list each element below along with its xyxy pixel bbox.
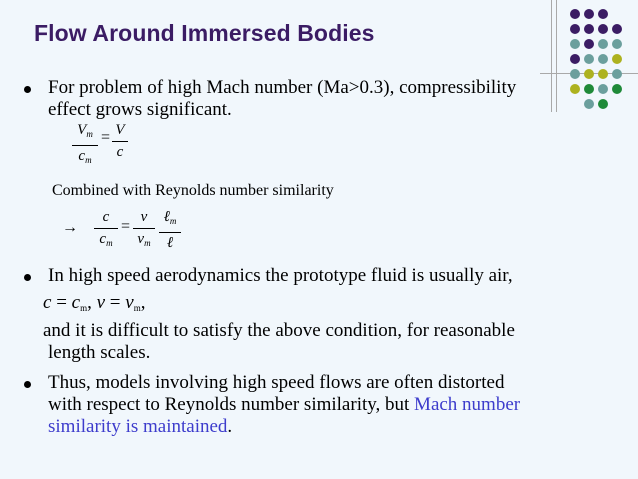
decor-dot bbox=[584, 99, 594, 109]
bullet-3-line-1: Thus, models involving high speed flows are often distorted bbox=[48, 372, 505, 393]
combined-reynolds-text: Combined with Reynolds number similarity bbox=[52, 182, 334, 199]
eq2-nu-bar bbox=[133, 228, 155, 229]
bullet-3-line-3 bbox=[48, 416, 232, 438]
decor-dot bbox=[570, 54, 580, 64]
slide-title: Flow Around Immersed Bodies bbox=[34, 20, 375, 46]
eq2-nu-denominator: $\nu_m$ bbox=[137, 231, 151, 248]
decor-dot bbox=[584, 9, 594, 19]
decor-dot bbox=[584, 24, 594, 34]
eq2-nu-numerator: ν bbox=[140, 209, 148, 225]
eq2-c-denominator: $c_m$ bbox=[99, 231, 113, 248]
decor-dot bbox=[570, 69, 580, 79]
eq2-l-bar bbox=[159, 232, 181, 233]
eq1-rhs-fraction bbox=[112, 122, 128, 161]
eq1-equals: = bbox=[101, 129, 111, 146]
decor-dot bbox=[598, 69, 608, 79]
bullet-3-line-2 bbox=[48, 394, 520, 416]
bullet-2-marker bbox=[24, 274, 31, 281]
eq1-lhs-fraction bbox=[72, 122, 98, 169]
decor-dot bbox=[570, 39, 580, 49]
decor-dot bbox=[570, 84, 580, 94]
decor-dot bbox=[598, 24, 608, 34]
decor-dot bbox=[570, 9, 580, 19]
decor-dot bbox=[612, 69, 622, 79]
decor-dot bbox=[570, 24, 580, 34]
arrow-icon: → bbox=[62, 219, 78, 236]
decor-dot bbox=[598, 9, 608, 19]
bullet-3-line-2-plain: with respect to Reynolds number similarity, but bbox=[48, 394, 415, 415]
bullet-1-line-2: effect grows significant. bbox=[48, 99, 232, 120]
decor-dot bbox=[598, 54, 608, 64]
condition-line: $c = c_m$, $\nu = \nu_m$, bbox=[43, 292, 146, 313]
bullet-3-line-3-end: . bbox=[227, 416, 233, 437]
decor-dot bbox=[584, 54, 594, 64]
bullet-1-marker bbox=[24, 86, 31, 93]
eq2-l-denominator: ℓ bbox=[166, 235, 174, 251]
eq2-c-fraction bbox=[94, 209, 118, 252]
bullet-2-text: In high speed aerodynamics the prototype fluid is usually air, bbox=[48, 265, 513, 286]
decor-dot bbox=[612, 24, 622, 34]
decor-dot bbox=[598, 39, 608, 49]
decor-dot bbox=[612, 54, 622, 64]
eq2-c-bar bbox=[94, 228, 118, 229]
eq1-lhs-bar bbox=[72, 145, 98, 146]
bullet-1-line-1: For problem of high Mach number (Ma>0.3), compressibility bbox=[48, 77, 517, 98]
decor-dot bbox=[598, 99, 608, 109]
decor-dot bbox=[584, 39, 594, 49]
eq2-nu-fraction bbox=[133, 209, 155, 252]
decor-dot bbox=[612, 39, 622, 49]
eq1-lhs-denominator: $c_m$ bbox=[78, 148, 92, 165]
condition-line-2: and it is difficult to satisfy the above condition, for reasonable bbox=[43, 320, 515, 341]
condition-line-3: length scales. bbox=[48, 342, 151, 363]
bullet-3-highlight-1: Mach number bbox=[414, 394, 521, 415]
decor-vline-1 bbox=[551, 0, 552, 112]
bullet-3-marker bbox=[24, 381, 31, 388]
eq1-rhs-bar bbox=[112, 141, 128, 142]
decor-dot bbox=[584, 84, 594, 94]
eq2-c-numerator: c bbox=[102, 209, 110, 225]
eq1-rhs-numerator: V bbox=[115, 122, 125, 138]
eq1-rhs-denominator: c bbox=[116, 144, 124, 160]
decor-vline-2 bbox=[556, 0, 557, 112]
decor-dot bbox=[598, 84, 608, 94]
eq1-lhs-numerator: $V_m$ bbox=[77, 122, 93, 139]
decor-dot bbox=[612, 84, 622, 94]
eq2-equals: = bbox=[121, 218, 131, 235]
bullet-3-highlight-2: similarity is maintained bbox=[48, 416, 228, 437]
decor-dot bbox=[584, 69, 594, 79]
eq2-l-fraction bbox=[159, 209, 181, 252]
eq2-l-numerator: ℓ$_m$ bbox=[163, 209, 177, 226]
